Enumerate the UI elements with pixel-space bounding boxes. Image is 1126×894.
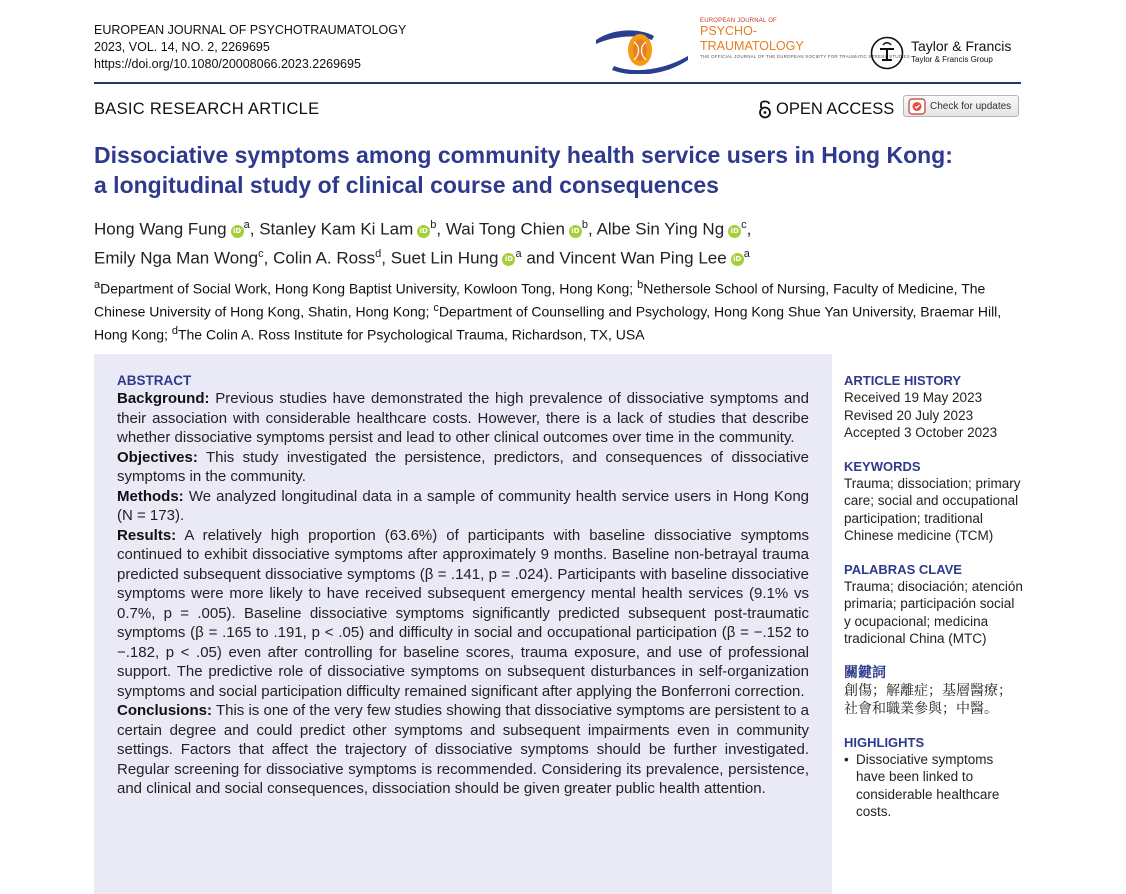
affiliations: $^a$Department of Social Work, Hong Kong Baptist University, Kowloon Tong, Hong Kong; $^b$Nethersole School of Nursing, Faculty of Medicine, The Chinese University of Hong Kong, Shatin, Hong Kong; $^c$Department of Counselling and Psychology, Hong Kong Shue Yan University, Braemar Hill, Hong Kong; $^d$The Colin A. Ross Institute for Psychological Trauma, Richardson, TX, USA [94, 279, 1002, 343]
bullet-icon: • [844, 751, 849, 767]
open-access-badge [758, 99, 894, 119]
author-affiliation-sup: a [743, 247, 750, 260]
journal-name: EUROPEAN JOURNAL OF PSYCHOTRAUMATOLOGY [94, 23, 407, 37]
affiliation-a: Department of Social Work, Hong Kong Baptist University, Kowloon Tong, Hong Kong; [100, 280, 634, 297]
abstract-background: Background: Previous studies have demonstrated the high prevalence of dissociative symptoms and their association with considerable healthcare costs. However, there is a lack of studies that describe whether dissociative symptoms persist and lead to other clinical outcomes over time in the community. [117, 390, 809, 446]
affiliation-d: The Colin A. Ross Institute for Psychological Trauma, Richardson, TX, USA [177, 326, 645, 343]
article-sidebar [844, 372, 1024, 837]
palabras-clave [844, 561, 1024, 648]
author-name[interactable]: Colin A. Ross [273, 248, 376, 268]
author-line-1: Hong Wang Fung iD $^a$, Stanley Kam Ki Lam iD $^b$, Wai Tong Chien iD $^b$, Albe Sin Ying Ng iD $^c$, [94, 219, 752, 239]
orcid-icon[interactable]: iD [417, 225, 430, 238]
author-affiliation-sup: c [741, 219, 747, 231]
author-affiliation-sup: a [243, 219, 250, 231]
accepted-date: Accepted 3 October 2023 [844, 425, 998, 440]
header-rule [94, 82, 1021, 84]
author-name[interactable]: Vincent Wan Ping Lee [559, 248, 727, 268]
orcid-icon[interactable]: iD [502, 253, 515, 266]
logo-tagline: THE OFFICIAL JOURNAL OF THE EUROPEAN SOCIETY FOR TRAUMATIC STRESS STUDIES [700, 54, 910, 59]
author-line-2: Emily Nga Man Wong$^c$, Colin A. Ross$^d$, Suet Lin Hung iD $^a$ and Vincent Wan Ping Lee iD $^a$ [94, 247, 750, 268]
revised-date: Revised 20 July 2023 [844, 407, 974, 423]
author-name[interactable]: Hong Wang Fung [94, 219, 227, 239]
publisher-group: Taylor & Francis Group [911, 55, 993, 64]
journal-logo-icon [594, 18, 690, 74]
chinese-keywords [844, 664, 1024, 718]
article-title [94, 140, 1029, 200]
check-for-updates-button[interactable] [903, 95, 1019, 117]
author-list [94, 213, 1024, 270]
logo-line-2: TRAUMATOLOGY [700, 39, 804, 53]
abstract-methods: Methods: We analyzed longitudinal data in a sample of community health service users in Hong Kong (N = 173). [117, 487, 810, 524]
abstract-heading: ABSTRACT [117, 373, 192, 388]
history-heading: ARTICLE HISTORY [844, 373, 962, 388]
highlights [844, 734, 1024, 821]
author-name[interactable]: Wai Tong Chien [445, 219, 565, 239]
open-access-label: OPEN ACCESS [776, 99, 895, 118]
author-affiliation-sup: c [258, 247, 264, 260]
author-affiliation-sup: b [581, 219, 589, 231]
volume-line: 2023, VOL. 14, NO. 2, 2269695 [94, 40, 270, 54]
author-affiliation-sup: b [430, 219, 437, 231]
open-lock-icon [758, 99, 772, 119]
affiliation-c: Department of Counselling and Psychology, Hong Kong Shue Yan University, Braemar Hill, Hong Kong; [94, 303, 1002, 343]
abstract-results: Results: A relatively high proportion (63.6%) of participants with baseline dissociative symptoms continued to exhibit dissociative symptoms after approximately 9 months. Baseline non-betrayal trauma predicted subsequent dissociative symptoms (β = .141, p = .024). Participants with baseline dissociative symptoms were more likely to have received subsequent emergency mental health services (9.1% vs 0.7%, p = .005). Baseline dissociative symptoms significantly predicted subsequent post-traumatic symptoms (β = .165 to .191, p < .05) and difficulty in social and occupational participation (β = −.152 to −.182, p < .05) even after controlling for baseline scores, trauma exposure, and use of professional support. The predictive role of dissociative symptoms on subsequent disturbances in self-organization symptoms and social participation difficulty remained significant after applying the Bonferroni correction. [117, 526, 810, 700]
keywords-heading: KEYWORDS [844, 458, 921, 474]
keywords [844, 458, 1024, 545]
keywords-text: Trauma; dissociation; primary care; social and occupational participation; traditional Chinese medicine (TCM) [844, 475, 1021, 543]
title-line-2: a longitudinal study of clinical course and consequences [94, 172, 719, 198]
logo-small-text: EUROPEAN JOURNAL OF [700, 18, 777, 24]
orcid-icon[interactable]: iD [728, 225, 741, 238]
orcid-icon[interactable]: iD [569, 225, 582, 238]
author-affiliation-sup: d [375, 247, 382, 260]
orcid-icon[interactable]: iD [731, 253, 744, 266]
title-line-1: Dissociative symptoms among community health service users in Hong Kong: [94, 142, 953, 168]
publisher-logo-icon [870, 36, 904, 70]
cjk-text: 創傷；解離症；基層醫療；社會和職業參與；中醫。 [844, 682, 1012, 717]
received-date: Received 19 May 2023 [844, 390, 983, 405]
orcid-icon[interactable]: iD [231, 225, 244, 238]
journal-citation [94, 22, 406, 73]
doi-link[interactable]: https://doi.org/10.1080/20008066.2023.2269695 [94, 57, 361, 71]
journal-wordmark [700, 18, 910, 59]
abstract [117, 372, 809, 799]
author-name[interactable]: Suet Lin Hung [390, 248, 499, 268]
palabras-text: Trauma; disociación; atención primaria; participación social y ocupacional; medicina tradicional China (MTC) [844, 578, 1023, 646]
highlights-heading: HIGHLIGHTS [844, 734, 925, 750]
author-affiliation-sup: a [515, 247, 522, 260]
article-history [844, 372, 1024, 442]
logo-line-1: PSYCHO- [700, 24, 757, 38]
affiliation-b: Nethersole School of Nursing, Faculty of Medicine, The Chinese University of Hong Kong, Shatin, Hong Kong; [94, 280, 986, 320]
author-name[interactable]: Stanley Kam Ki Lam [259, 219, 414, 239]
author-name[interactable]: Emily Nga Man Wong [94, 248, 259, 268]
publisher-wordmark [911, 38, 1011, 64]
publisher-name: Taylor & Francis [911, 38, 1012, 54]
check-updates-label: Check for updates [930, 100, 1012, 112]
palabras-heading: PALABRAS CLAVE [844, 561, 962, 577]
check-updates-icon [908, 98, 926, 115]
abstract-objectives: Objectives: This study investigated the persistence, predictors, and consequences of dissociative symptoms in the community. [117, 448, 809, 485]
highlight-item: • Dissociative symptoms have been linked to considerable healthcare costs. [844, 751, 1000, 819]
cjk-heading: 關鍵詞 [844, 664, 886, 681]
abstract-conclusions: Conclusions: This is one of the very few studies showing that dissociative symptoms are persistent to a certain degree and could predict other symptoms and subsequent impairments even in community settings. Factors that affect the trajectory of dissociative symptoms should be further investigated. Regular screening for dissociative symptoms is recommended. Considering its prevalence, persistence, and clinical and social consequences, dissociation should be given greater public health attention. [117, 702, 809, 797]
author-name[interactable]: Albe Sin Ying Ng [596, 219, 725, 239]
article-type: BASIC RESEARCH ARTICLE [94, 100, 320, 118]
